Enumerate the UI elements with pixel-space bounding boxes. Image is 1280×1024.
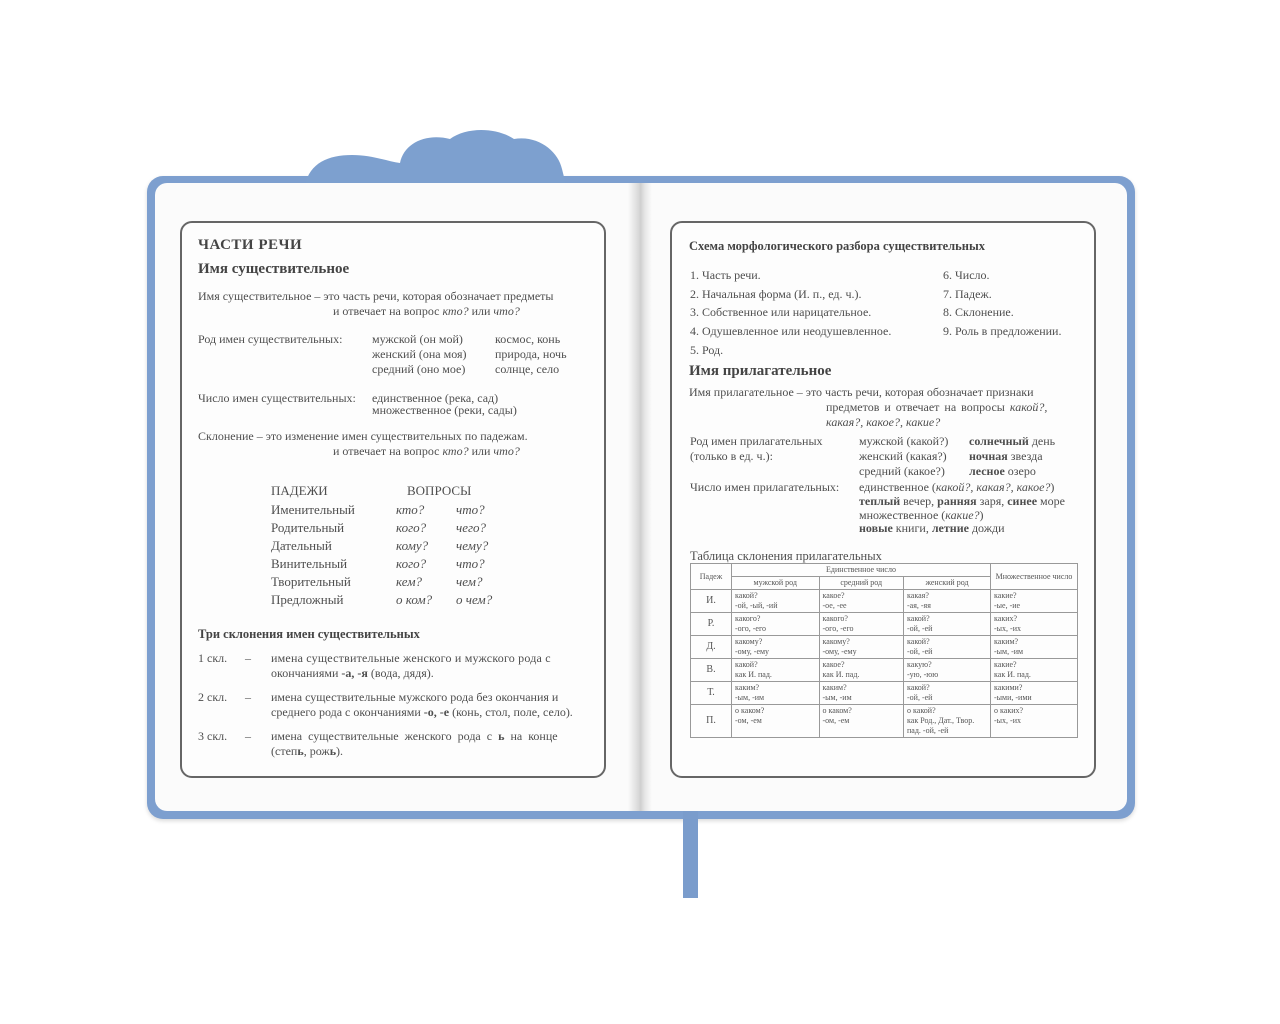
scheme-item: 4. Одушевленное или неодушевленное.	[690, 324, 892, 338]
scheme-item: 5. Род.	[690, 343, 724, 357]
declension-text: среднего рода с окончаниями -о, -е (конь, стол, поле, село).	[271, 705, 573, 719]
table-row	[691, 636, 1078, 659]
adjective-heading: Имя прилагательное	[689, 363, 832, 379]
case-name: Винительный	[271, 556, 348, 571]
ribbon-bookmark[interactable]	[683, 800, 698, 898]
case-cell: Т.	[691, 682, 732, 705]
table-cell: какие? -ые, -ие	[991, 590, 1078, 613]
declension-table-title: Таблица склонения прилагательных	[690, 549, 882, 563]
table-cell: какому? -ому, -ему	[732, 636, 820, 659]
case-name: Именительный	[271, 502, 355, 517]
table-cell: какое? -ое, -ее	[819, 590, 903, 613]
noun-gender-label: Род имен существительных:	[198, 332, 343, 346]
table-header-neuter: средний род	[819, 577, 903, 590]
declension-label: 1 скл.	[198, 651, 228, 665]
adjective-definition-line1: Имя прилагательное – это часть речи, которая обозначает признаки	[689, 385, 1034, 399]
declension-label: 3 скл.	[198, 729, 228, 743]
table-cell: какое? как И. пад.	[819, 659, 903, 682]
case-question: кем?	[396, 574, 422, 589]
table-cell: какого? -ого, -его	[819, 613, 903, 636]
adj-gender-form: мужской (какой?)	[859, 434, 949, 448]
table-cell: о каких? -ых, -их	[991, 705, 1078, 738]
dash: –	[245, 729, 251, 743]
adj-number-label: Число имен прилагательных:	[690, 480, 840, 494]
adjective-declension-table	[690, 563, 1078, 738]
table-header-plural: Множественное число	[991, 564, 1078, 590]
case-question: кого?	[396, 520, 427, 535]
adj-singular-examples: теплый вечер, ранняя заря, синее море	[859, 494, 1065, 508]
table-cell: каких? -ых, -их	[991, 613, 1078, 636]
table-cell: какими? -ыми, -ими	[991, 682, 1078, 705]
scheme-item: 1. Часть речи.	[690, 268, 761, 282]
table-cell: какой? -ой, -ый, -ий	[732, 590, 820, 613]
case-question: кто?	[396, 502, 425, 517]
adj-gender-form: средний (какое?)	[859, 464, 945, 478]
table-row	[691, 682, 1078, 705]
table-cell: какой? как И. пад.	[732, 659, 820, 682]
declension-text: имена существительные мужского рода без окончания и	[271, 690, 559, 704]
adj-gender-example: ночная звезда	[969, 449, 1043, 463]
case-cell: В.	[691, 659, 732, 682]
gender-example: солнце, село	[495, 362, 560, 376]
table-cell: каким? -ым, -им	[732, 682, 820, 705]
declension-text: окончаниями -а, -я (вода, дядя).	[271, 666, 434, 680]
table-cell: какого? -ого, -его	[732, 613, 820, 636]
table-cell: какому? -ому, -ему	[819, 636, 903, 659]
case-question: чему?	[456, 538, 489, 553]
declension-definition-line1: Склонение – это изменение имен существительных по падежам.	[198, 429, 528, 443]
number-form: единственное (река, сад)	[372, 391, 499, 405]
table-cell: о каком? -ом, -ем	[732, 705, 820, 738]
case-question: кого?	[396, 556, 427, 571]
case-cell: Д.	[691, 636, 732, 659]
dash: –	[245, 651, 251, 665]
three-declensions-heading: Три склонения имен существительных	[198, 627, 420, 641]
adj-gender-example: лесное озеро	[969, 464, 1036, 478]
noun-definition-line1: Имя существительное – это часть речи, которая обозначает предметы	[198, 289, 554, 303]
adj-plural: множественное (какие?)	[859, 508, 984, 522]
dash: –	[245, 690, 251, 704]
scheme-item: 7. Падеж.	[943, 287, 992, 301]
case-cell: И.	[691, 590, 732, 613]
scheme-item: 6. Число.	[943, 268, 990, 282]
cases-header: ПАДЕЖИ	[271, 483, 328, 498]
noun-definition-line2: и отвечает на вопрос кто? или что?	[333, 304, 520, 318]
table-cell: каким? -ым, -им	[991, 636, 1078, 659]
case-name: Предложный	[271, 592, 344, 607]
table-cell: о каком? -ом, -ем	[819, 705, 903, 738]
gender-form: мужской (он мой)	[372, 332, 463, 346]
declension-text: имена существительные женского рода с ь на конце	[271, 729, 558, 743]
table-header-feminine: женский род	[904, 577, 991, 590]
case-cell: П.	[691, 705, 732, 738]
adj-gender-example: солнечный день	[969, 434, 1056, 448]
gender-form: средний (оно мое)	[372, 362, 466, 376]
adjective-definition-line2: предметов и отвечает на вопросы какой?,	[826, 400, 1048, 414]
gender-example: природа, ночь	[495, 347, 567, 361]
page-title: ЧАСТИ РЕЧИ	[198, 237, 303, 253]
case-name: Дательный	[271, 538, 332, 553]
scheme-item: 9. Роль в предложении.	[943, 324, 1062, 338]
table-cell: какой? -ой, -ей	[904, 682, 991, 705]
adj-gender-form: женский (какая?)	[859, 449, 947, 463]
gender-form: женский (она моя)	[372, 347, 467, 361]
declension-definition-line2: и отвечает на вопрос кто? или что?	[333, 444, 520, 458]
table-header-singular: Единственное число	[732, 564, 991, 577]
number-form: множественное (реки, сады)	[372, 403, 517, 417]
adj-gender-label-note: (только в ед. ч.):	[690, 449, 773, 463]
table-row	[691, 659, 1078, 682]
case-question: что?	[456, 556, 485, 571]
declension-label: 2 скл.	[198, 690, 228, 704]
table-cell: какую? -ую, -юю	[904, 659, 991, 682]
gender-example: космос, конь	[495, 332, 561, 346]
table-row	[691, 705, 1078, 738]
table-row	[691, 590, 1078, 613]
case-name: Родительный	[271, 520, 345, 535]
case-question: кому?	[396, 538, 429, 553]
cloud-tab	[300, 125, 572, 185]
questions-header: ВОПРОСЫ	[407, 483, 472, 498]
table-cell: какие? как И. пад.	[991, 659, 1078, 682]
case-question: чем?	[456, 574, 483, 589]
table-row	[691, 613, 1078, 636]
scheme-item: 2. Начальная форма (И. п., ед. ч.).	[690, 287, 862, 301]
book-spine-shadow	[628, 183, 652, 811]
scheme-item: 3. Собственное или нарицательное.	[690, 305, 872, 319]
table-cell: какой? -ой, -ей	[904, 613, 991, 636]
case-cell: Р.	[691, 613, 732, 636]
table-header-case: Падеж	[691, 564, 732, 590]
declension-text: (степь, рожь).	[271, 744, 344, 758]
adj-plural-examples: новые книги, летние дожди	[859, 521, 1005, 535]
table-cell: о какой? как Род., Дат., Твор. пад. -ой, -ей	[904, 705, 991, 738]
declension-text: имена существительные женского и мужского рода с	[271, 651, 551, 665]
morph-scheme-heading: Схема морфологического разбора существительных	[689, 239, 986, 253]
noun-number-label: Число имен существительных:	[198, 391, 356, 405]
adjective-definition-line3: какая?, какое?, какие?	[826, 415, 941, 429]
case-question: о ком?	[396, 592, 433, 607]
adj-gender-label: Род имен прилагательных	[690, 434, 823, 448]
table-cell: каким? -ым, -им	[819, 682, 903, 705]
case-question: что?	[456, 502, 485, 517]
noun-heading: Имя существительное	[198, 261, 350, 277]
case-question: чего?	[456, 520, 487, 535]
adj-singular: единственное (какой?, какая?, какое?)	[859, 480, 1055, 494]
table-cell: какая? -ая, -яя	[904, 590, 991, 613]
table-cell: какой? -ой, -ей	[904, 636, 991, 659]
scheme-item: 8. Склонение.	[943, 305, 1014, 319]
case-name: Творительный	[271, 574, 351, 589]
case-question: о чем?	[456, 592, 493, 607]
table-header-masculine: мужской род	[732, 577, 820, 590]
